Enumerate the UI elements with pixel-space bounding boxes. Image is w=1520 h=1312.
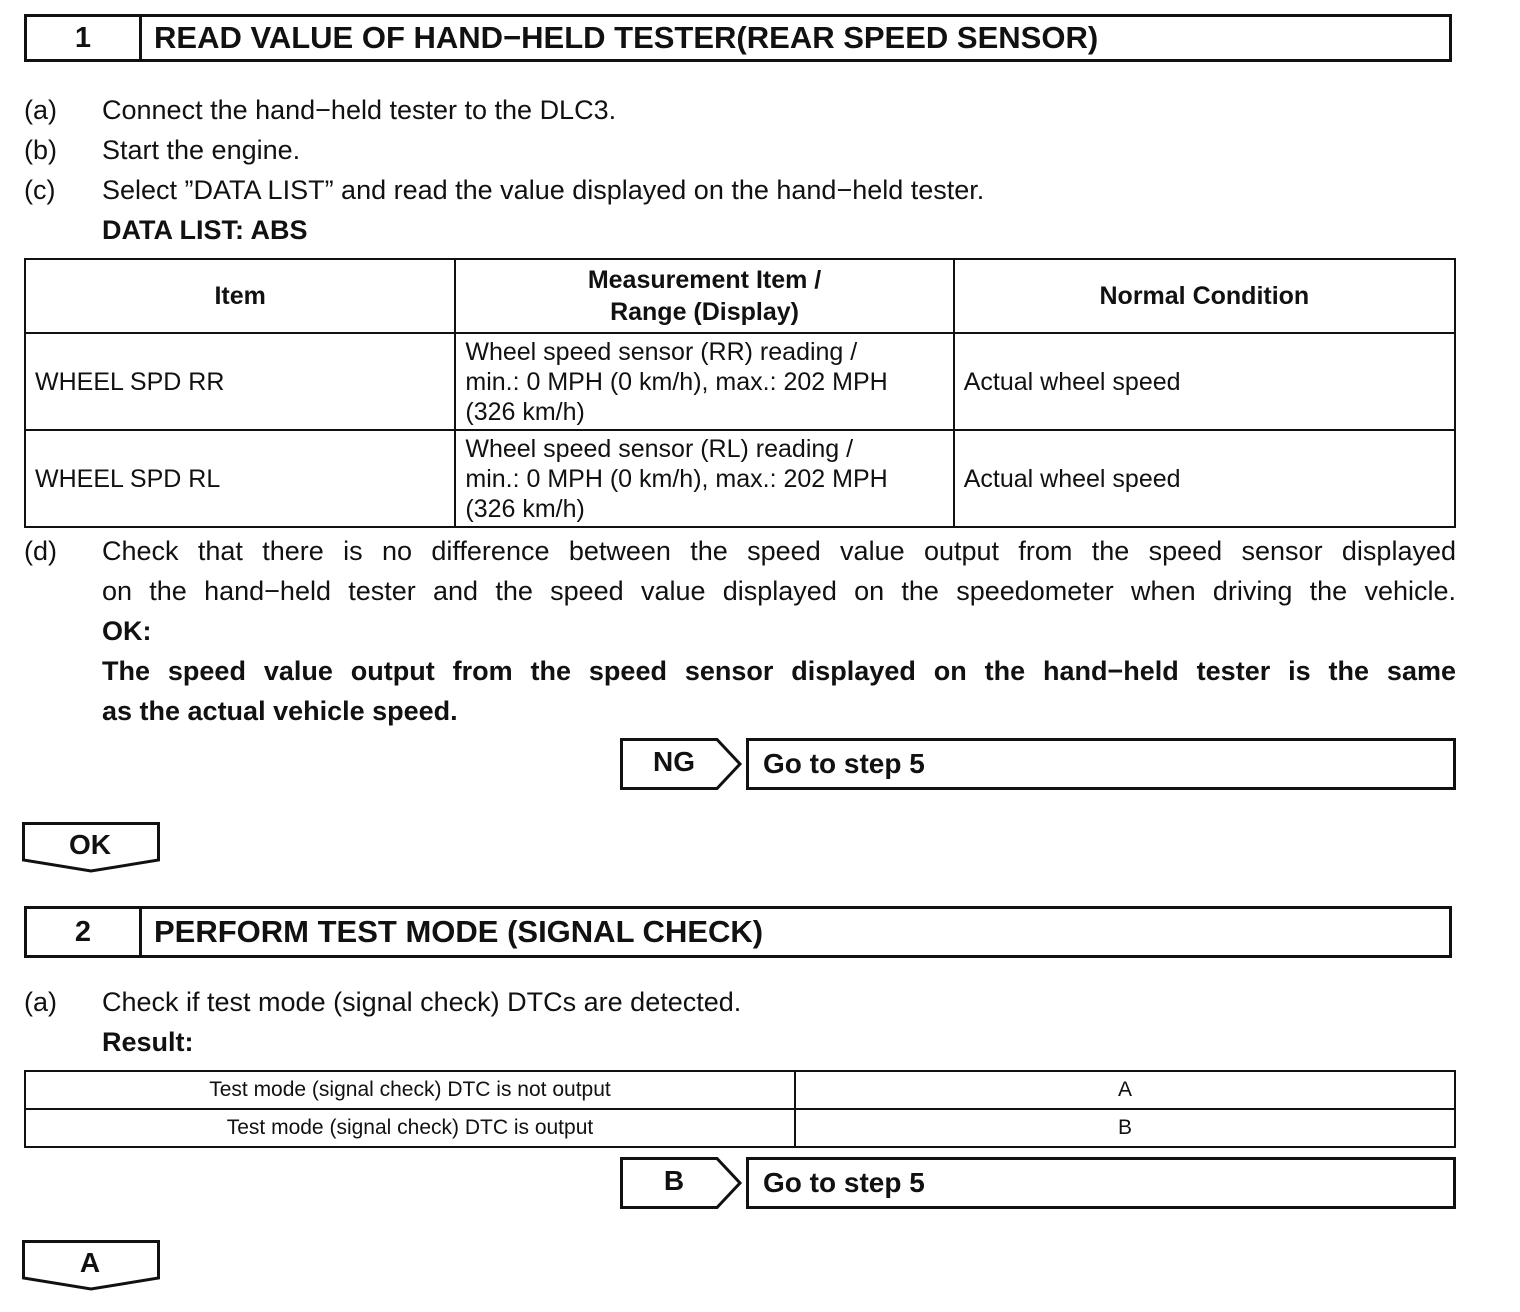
ng-goto-box: Go to step 5 (746, 738, 1456, 790)
cell-code: B (795, 1109, 1455, 1147)
data-list-title: DATA LIST: ABS (102, 215, 308, 245)
cell-item: WHEEL SPD RL (25, 430, 455, 527)
data-list-table (24, 258, 1456, 528)
measurement-line: Wheel speed sensor (RR) reading / (465, 337, 858, 366)
item-label: (a) (24, 95, 57, 125)
header-measurement (455, 259, 953, 333)
ok-line2: as the actual vehicle speed. (102, 696, 458, 726)
measurement-line: (326 km/h) (465, 494, 585, 523)
item-text: Start the engine. (102, 135, 301, 165)
cell-measurement (455, 333, 953, 430)
item-label: (d) (24, 536, 57, 566)
item-text: Check if test mode (signal check) DTCs are detected. (102, 987, 742, 1017)
cell-item: WHEEL SPD RR (25, 333, 455, 430)
cell-condition: Test mode (signal check) DTC is not output (25, 1071, 795, 1109)
table-header-row (25, 259, 1455, 333)
b-tag-label: B (663, 1165, 685, 1196)
table-row (25, 430, 1455, 527)
table-row (25, 333, 1455, 430)
ok-line1: The speed value output from the speed sensor displayed on the hand−held tester is the same (102, 656, 1456, 686)
ng-tag-label: NG (653, 746, 695, 777)
cell-code: A (795, 1071, 1455, 1109)
result-title: Result: (102, 1027, 194, 1057)
step-1-header (24, 14, 1452, 62)
cell-normal: Actual wheel speed (954, 333, 1455, 430)
result-table (24, 1070, 1456, 1148)
measurement-line: min.: 0 MPH (0 km/h), max.: 202 MPH (465, 464, 888, 493)
cell-normal: Actual wheel speed (954, 430, 1455, 527)
step-1-title: READ VALUE OF HAND−HELD TESTER(REAR SPEED SENSOR) (154, 20, 1099, 55)
step-1-number: 1 (27, 17, 142, 59)
cell-condition: Test mode (signal check) DTC is output (25, 1109, 795, 1147)
measurement-line: min.: 0 MPH (0 km/h), max.: 202 MPH (465, 367, 888, 396)
header-normal: Normal Condition (954, 259, 1455, 333)
header-item: Item (25, 259, 455, 333)
table-row (25, 1109, 1455, 1147)
step-2-number: 2 (27, 909, 142, 955)
cell-measurement (455, 430, 953, 527)
item-label: (c) (24, 175, 56, 205)
item-label: (b) (24, 135, 57, 165)
a-tag-label: A (79, 1247, 101, 1278)
measurement-line: (326 km/h) (465, 397, 585, 426)
item-text: Select ”DATA LIST” and read the value displayed on the hand−held tester. (102, 175, 985, 205)
ok-title: OK: (102, 616, 152, 646)
item-text: Check that there is no difference between the speed value output from the speed sensor displayed (102, 536, 1456, 566)
step-2-header (24, 906, 1452, 958)
table-row (25, 1071, 1455, 1109)
step-1-item-d-line2: on the hand−held tester and the speed value displayed on the speedometer when driving the vehicle. (102, 576, 1456, 606)
header-measurement-line1: Measurement Item / (587, 266, 822, 294)
b-goto-box: Go to step 5 (746, 1157, 1456, 1209)
item-text: Connect the hand−held tester to the DLC3. (102, 95, 617, 125)
header-measurement-line2: Range (Display) (610, 298, 800, 326)
step-2-title: PERFORM TEST MODE (SIGNAL CHECK) (154, 914, 764, 949)
measurement-line: Wheel speed sensor (RL) reading / (465, 434, 854, 463)
ok-tag-label: OK (69, 829, 111, 860)
item-label: (a) (24, 987, 57, 1017)
